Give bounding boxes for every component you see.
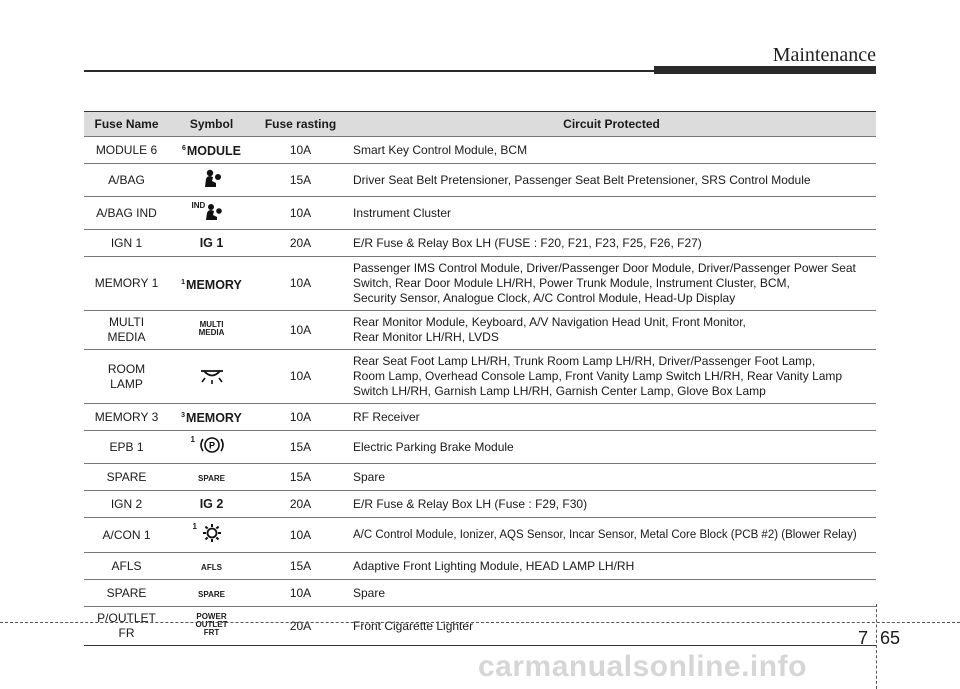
fuse-name: MEMORY 1 [84, 257, 169, 311]
fuse-rating: 10A [254, 580, 347, 607]
table-row [84, 464, 876, 491]
circuit-protected [347, 580, 876, 607]
fuse-rating: 10A [254, 311, 347, 350]
svg-text:P: P [208, 440, 215, 451]
fuse-symbol-line: MEDIA [198, 328, 225, 338]
fuse-symbol-text [182, 141, 241, 159]
circuit-line: Smart Key Control Module, BCM [353, 142, 528, 157]
fuse-symbol [169, 464, 254, 491]
circuit-line: Passenger IMS Control Module, Driver/Passenger Door Module, Driver/Passenger Power Seat [353, 261, 856, 276]
fuse-symbol-text [201, 564, 222, 572]
circuit-line: RF Receiver [353, 409, 420, 424]
fuse-name: A/BAG [84, 164, 169, 197]
fuse-symbol-text [198, 591, 225, 599]
fuse-symbol-text [198, 475, 225, 483]
circuit-protected [347, 464, 876, 491]
fuse-symbol-label: MEMORY [186, 277, 242, 292]
header-circuit-protected: Circuit Protected [347, 112, 876, 137]
fuse-name: IGN 1 [84, 230, 169, 257]
circuit-line: Switch, Rear Door Module LH/RH, Power Trunk Module, Instrument Cluster, BCM, [353, 276, 790, 291]
table-row [84, 607, 876, 646]
parking-brake-icon [190, 435, 227, 455]
circuit-line: Rear Seat Foot Lamp LH/RH, Trunk Room Lamp LH/RH, Driver/Passenger Foot Lamp, [353, 354, 816, 369]
page-number-separator [876, 604, 877, 689]
fuse-symbol [169, 350, 254, 404]
fuse-symbol-text [199, 321, 225, 337]
fuse-symbol [169, 431, 254, 464]
airbag-icon [198, 168, 226, 188]
fuse-symbol-prefix: 3 [181, 412, 186, 420]
circuit-protected [347, 607, 876, 646]
fuse-symbol [169, 518, 254, 553]
fuse-rating: 10A [254, 137, 347, 164]
fuse-name: AFLS [84, 553, 169, 580]
fuse-symbol-line: POWER [196, 612, 227, 622]
circuit-protected [347, 164, 876, 197]
fuse-name: SPARE [84, 464, 169, 491]
fuse-symbol-prefix: 1 [181, 278, 186, 286]
circuit-line: Spare [353, 469, 386, 484]
fuse-table-body [84, 137, 876, 646]
header-bar [654, 66, 876, 74]
circuit-protected [347, 518, 876, 553]
fuse-name: MEMORY 3 [84, 404, 169, 431]
chapter-number: 7 [858, 628, 869, 648]
table-row [84, 431, 876, 464]
table-row [84, 311, 876, 350]
fuse-rating: 20A [254, 491, 347, 518]
table-row [84, 350, 876, 404]
table-row [84, 518, 876, 553]
circuit-line: Security Sensor, Analogue Clock, A/C Control Module, Head-Up Display [353, 291, 736, 306]
fuse-symbol-text [196, 613, 228, 637]
fuse-rating: 10A [254, 350, 347, 404]
fuse-symbol-prefix: IND [191, 201, 206, 211]
fuse-symbol-label: MEMORY [186, 411, 242, 426]
table-row [84, 404, 876, 431]
fuse-name: SPARE [84, 580, 169, 607]
footer-divider [0, 622, 960, 623]
fuse-table [84, 111, 876, 646]
fuse-rating: 10A [254, 404, 347, 431]
fuse-symbol [169, 164, 254, 197]
circuit-line: Switch LH/RH, Garnish Lamp LH/RH, Garnish Center Lamp, Glove Box Lamp [353, 384, 766, 399]
circuit-line: Rear Monitor LH/RH, LVDS [353, 330, 499, 345]
fuse-name: MODULE 6 [84, 137, 169, 164]
table-header-row [84, 112, 876, 137]
circuit-protected [347, 257, 876, 311]
table-row [84, 197, 876, 230]
table-row [84, 230, 876, 257]
fuse-rating: 15A [254, 431, 347, 464]
fuse-symbol [169, 230, 254, 257]
circuit-protected [347, 553, 876, 580]
watermark: carmanualsonline.info [478, 650, 807, 683]
circuit-protected [347, 311, 876, 350]
fuse-rating: 15A [254, 464, 347, 491]
header-fuse-rating: Fuse rasting [254, 112, 347, 137]
table-row [84, 580, 876, 607]
fuse-symbol [169, 553, 254, 580]
fuse-symbol [169, 197, 254, 230]
fuse-symbol-label: IG 1 [199, 235, 224, 250]
fuse-symbol-label: MODULE [186, 144, 242, 159]
circuit-line: A/C Control Module, Ionizer, AQS Sensor, Incar Sensor, Metal Core Block (PCB #2) (Blower Relay) [353, 528, 857, 541]
fuse-rating: 10A [254, 518, 347, 553]
fuse-rating: 10A [254, 257, 347, 311]
header-rule [84, 70, 654, 72]
fuse-name: A/CON 1 [84, 518, 169, 553]
fuse-symbol [169, 404, 254, 431]
fuse-symbol-prefix: 1 [190, 435, 195, 445]
fuse-name: ROOM LAMP [84, 350, 169, 404]
fuse-symbol-text [200, 497, 224, 512]
fuse-symbol-line: FRT [203, 628, 220, 638]
circuit-line: Front Cigarette Lighter [353, 618, 474, 633]
circuit-protected [347, 491, 876, 518]
fuse-rating: 20A [254, 607, 347, 646]
fuse-symbol [169, 257, 254, 311]
fuse-symbol-text [181, 275, 242, 293]
fuse-symbol [169, 580, 254, 607]
circuit-line: Room Lamp, Overhead Console Lamp, Front Vanity Lamp Switch LH/RH, Rear Vanity Lamp [353, 369, 843, 384]
table-row [84, 257, 876, 311]
circuit-line: Electric Parking Brake Module [353, 439, 514, 454]
fuse-symbol-text [181, 408, 242, 426]
circuit-protected [347, 431, 876, 464]
circuit-protected [347, 137, 876, 164]
fuse-symbol-line: AFLS [201, 562, 222, 572]
table-row [84, 553, 876, 580]
fuse-name: P/OUTLET FR [84, 607, 169, 646]
circuit-protected [347, 350, 876, 404]
circuit-line: Spare [353, 585, 386, 600]
fuse-symbol-label: IG 2 [199, 496, 224, 511]
circuit-protected [347, 197, 876, 230]
fuse-symbol-line: OUTLET [195, 620, 228, 630]
fuse-rating: 15A [254, 164, 347, 197]
fuse-symbol [169, 137, 254, 164]
fuse-symbol-line: SPARE [198, 473, 225, 483]
fuse-name: A/BAG IND [84, 197, 169, 230]
room-lamp-icon [197, 365, 227, 385]
fuse-symbol [169, 491, 254, 518]
page-number: 65 [880, 628, 901, 648]
fuse-symbol-text [200, 236, 224, 251]
circuit-line: E/R Fuse & Relay Box LH (FUSE : F20, F21, F23, F25, F26, F27) [353, 235, 702, 250]
section-title: Maintenance [772, 44, 876, 66]
fuse-symbol-line: MULTI [199, 320, 224, 330]
fuse-name: MULTI MEDIA [84, 311, 169, 350]
circuit-line: Rear Monitor Module, Keyboard, A/V Navigation Head Unit, Front Monitor, [353, 315, 746, 330]
table-row [84, 491, 876, 518]
table-row [84, 137, 876, 164]
airbag-indicator-icon [191, 201, 226, 221]
blower-fan-icon [192, 522, 225, 542]
fuse-rating: 15A [254, 553, 347, 580]
header-fuse-name: Fuse Name [84, 112, 169, 137]
circuit-line: Instrument Cluster [353, 205, 452, 220]
fuse-symbol-prefix: 6 [181, 145, 186, 152]
fuse-rating: 10A [254, 197, 347, 230]
fuse-symbol-prefix: 1 [192, 522, 197, 532]
circuit-line: E/R Fuse & Relay Box LH (Fuse : F29, F30) [353, 496, 588, 511]
circuit-protected [347, 404, 876, 431]
fuse-name: EPB 1 [84, 431, 169, 464]
circuit-line: Driver Seat Belt Pretensioner, Passenger Seat Belt Pretensioner, SRS Control Module [353, 172, 811, 187]
circuit-line: Adaptive Front Lighting Module, HEAD LAMP LH/RH [353, 558, 635, 573]
header-symbol: Symbol [169, 112, 254, 137]
fuse-name: IGN 2 [84, 491, 169, 518]
fuse-symbol [169, 311, 254, 350]
fuse-rating: 20A [254, 230, 347, 257]
table-row [84, 164, 876, 197]
fuse-symbol [169, 607, 254, 646]
fuse-symbol-line: SPARE [198, 589, 225, 599]
circuit-protected [347, 230, 876, 257]
